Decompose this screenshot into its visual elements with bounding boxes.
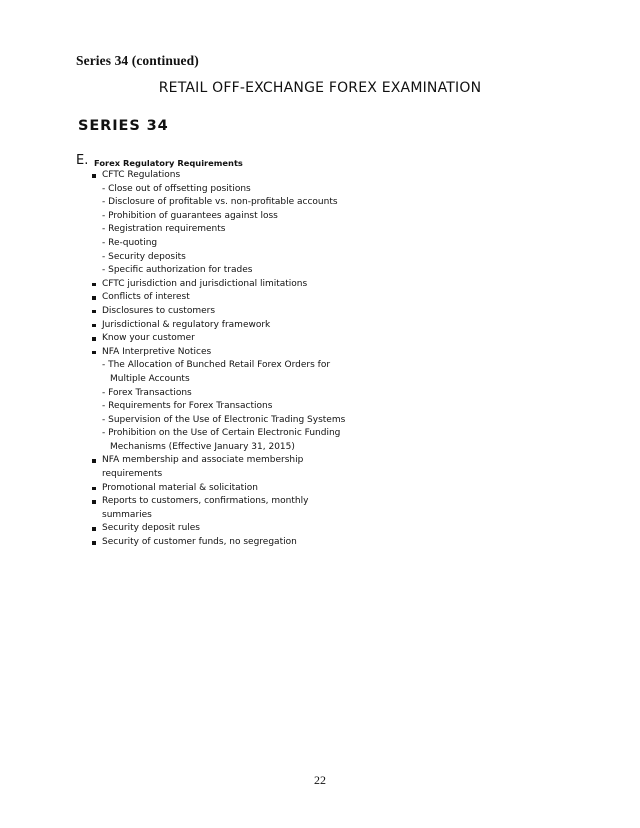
subtopic-item [102,427,345,454]
subtopic-label: - Forex Transactions [102,387,192,398]
topic-item [92,169,345,278]
subtopic-label: - Prohibition of guarantees against loss [102,210,278,221]
topic-label: Reports to customers, confirmations, monthly [102,496,309,507]
topic-item [92,278,345,292]
subtopic-label: - Close out of offsetting positions [102,183,251,194]
bullet-icon [92,174,96,178]
topic-label: CFTC jurisdiction and jurisdictional limitations [102,278,308,289]
series-heading: SERIES 34 [78,118,169,134]
subtopic-label: - Security deposits [102,251,186,262]
topic-label-continued: summaries [102,509,152,520]
topic-item [92,482,345,496]
section-e [76,151,345,550]
subtopic-list [102,359,345,454]
bullet-icon [92,310,96,314]
bullet-icon [92,337,96,341]
topic-label: Security of customer funds, no segregation [102,537,297,548]
subtopic-item [102,414,345,428]
page-number: 22 [314,773,326,787]
topic-item [92,495,345,522]
section-letter: E. [76,153,89,168]
subtopic-label: - Requirements for Forex Transactions [102,401,273,412]
subtopic-label: - Re-quoting [102,237,158,248]
subtopic-item [102,387,345,401]
subtopic-list [102,183,345,278]
topic-label: NFA Interpretive Notices [102,346,212,357]
topic-item [92,522,345,536]
topic-label: Jurisdictional & regulatory framework [102,319,271,330]
subtopic-item [102,237,345,251]
topic-label-continued: requirements [102,469,163,480]
bullet-icon [92,351,96,355]
section-title: Forex Regulatory Requirements [94,158,243,168]
subtopic-item [102,196,345,210]
topic-label: CFTC Regulations [102,170,181,180]
topic-item [92,536,345,550]
running-head: Series 34 (continued) [76,53,199,68]
topic-item [92,291,345,305]
topic-item [92,332,345,346]
topic-item [92,454,345,481]
exam-title: RETAIL OFF-EXCHANGE FOREX EXAMINATION [158,80,482,96]
subtopic-label: - Registration requirements [102,224,226,235]
subtopic-item [102,210,345,224]
topic-label: Know your customer [102,333,195,344]
section-heading [76,151,345,169]
topic-label: Security deposit rules [102,523,200,534]
topic-list [92,169,345,550]
subtopic-item [102,251,345,265]
subtopic-item [102,359,345,386]
bullet-icon [92,283,96,287]
topic-label: Conflicts of interest [102,292,190,303]
subtopic-label-continued: Multiple Accounts [110,373,190,384]
bullet-icon [92,541,96,545]
subtopic-label-continued: Mechanisms (Effective January 31, 2015) [110,441,295,452]
subtopic-label: - Supervision of the Use of Electronic Trading Systems [102,414,346,425]
bullet-icon [92,296,96,300]
bullet-icon [92,487,96,491]
bullet-icon [92,459,96,463]
subtopic-item [102,223,345,237]
bullet-icon [92,324,96,328]
subtopic-item [102,264,345,278]
topic-label: Disclosures to customers [102,305,216,316]
subtopic-label: - Prohibition on the Use of Certain Electronic Funding [102,428,341,439]
subtopic-item [102,400,345,414]
subtopic-label: - Specific authorization for trades [102,265,253,276]
bullet-icon [92,500,96,504]
bullet-icon [92,527,96,531]
topic-item [92,319,345,333]
subtopic-item [102,183,345,197]
subtopic-label: - Disclosure of profitable vs. non-profitable accounts [102,197,338,208]
topic-label: Promotional material & solicitation [102,482,258,493]
topic-label: NFA membership and associate membership [102,455,304,466]
topic-item [92,305,345,319]
topic-item [92,346,345,455]
subtopic-label: - The Allocation of Bunched Retail Forex Orders for [102,360,331,371]
